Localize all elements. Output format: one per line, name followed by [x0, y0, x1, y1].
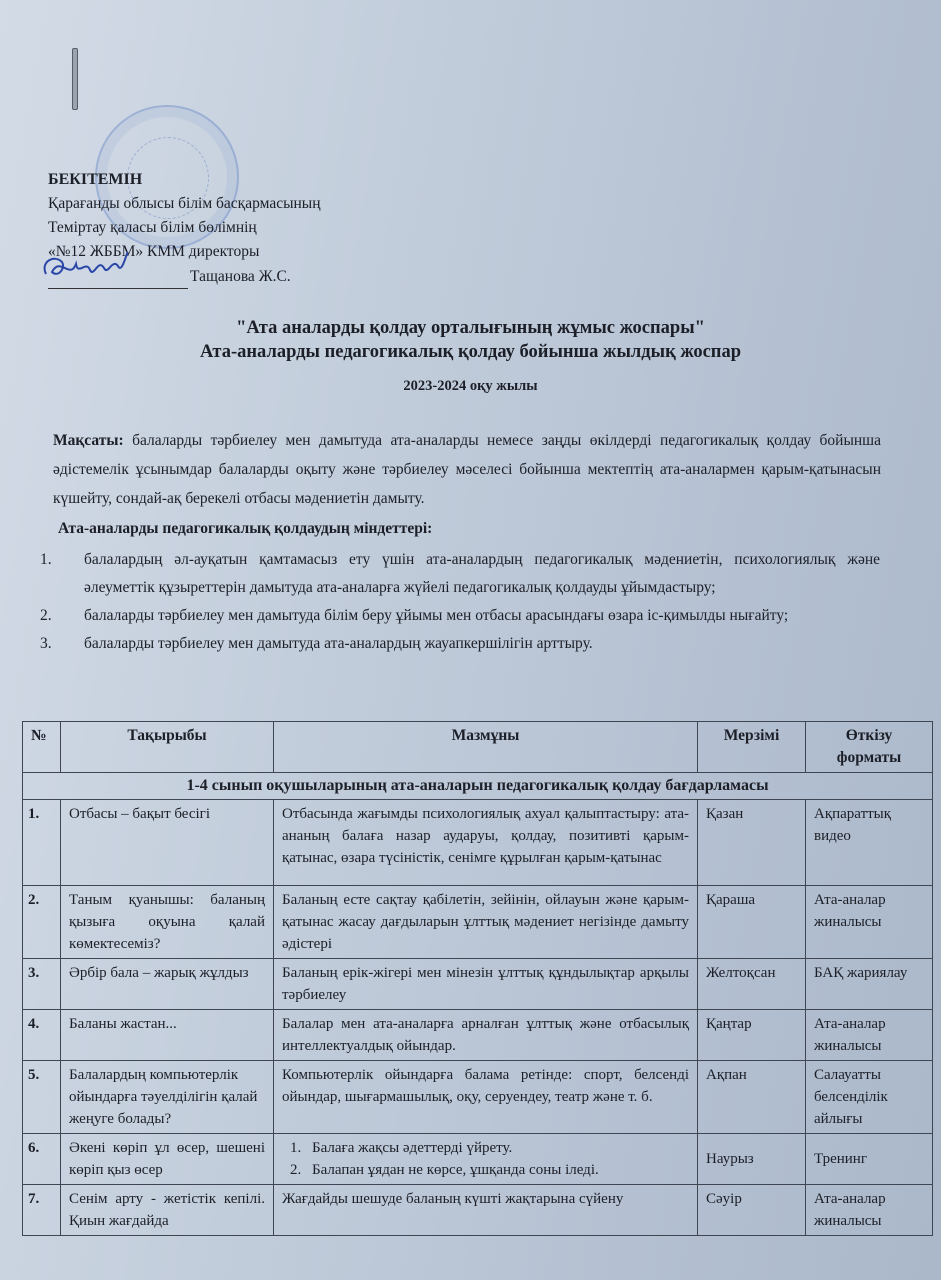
row-num: 5. [23, 1061, 61, 1134]
section-row [23, 773, 933, 800]
header-content: Мазмұны [274, 722, 698, 773]
row-topic: Әкені көріп ұл өсер, шешені көріп қыз өсер [61, 1134, 274, 1185]
row-format: Тренинг [806, 1134, 933, 1185]
row-num: 2. [23, 886, 61, 959]
sublist-number: 1. [290, 1140, 302, 1156]
table-row [23, 959, 933, 1010]
academic-year: 2023-2024 оқу жылы [403, 378, 538, 394]
row-date: Наурыз [698, 1134, 806, 1185]
row-topic: Сенім арту - жетістік кепілі. Қиын жағдайда [61, 1185, 274, 1236]
row-date: Қараша [698, 886, 806, 959]
row-content: Балалар мен ата-аналарға арналған ұлттық және отбасылық интеллектуалдық ойындар. [274, 1010, 698, 1061]
row-num: 1. [23, 800, 61, 886]
signature [48, 264, 188, 289]
row-num: 6. [23, 1134, 61, 1185]
header-format: Өткізу форматы [806, 722, 933, 773]
tasks-heading: Ата-аналарды педагогикалық қолдаудың міндеттері: [58, 520, 433, 537]
binder-mark [72, 48, 78, 110]
task-number: 3. [40, 635, 52, 652]
task-item [30, 546, 880, 602]
row-format: Ата-аналар жиналысы [806, 1185, 933, 1236]
sub-title: Ата-аналарды педагогикалық қолдау бойынша жылдық жоспар [199, 342, 741, 362]
task-number: 1. [40, 551, 52, 568]
row-content: Жағдайды шешуде баланың күшті жақтарына сүйену [274, 1185, 698, 1236]
row-topic: Баланы жастан... [61, 1010, 274, 1061]
signatory-name: Тащанова Ж.С. [190, 268, 291, 285]
row-topic: Таным қуанышы: баланың қызыға оқуына қалай көмектесеміз? [61, 886, 274, 959]
row-date: Қазан [698, 800, 806, 886]
table-row [23, 886, 933, 959]
row-content: Компьютерлік ойындарға балама ретінде: спорт, белсенді ойындар, шығармашылық, оқу, серуендеу, театр және т. б. [274, 1061, 698, 1134]
tasks-list [30, 546, 880, 658]
header-topic: Тақырыбы [61, 722, 274, 773]
row-num: 4. [23, 1010, 61, 1061]
task-text: балалардың әл-ауқатын қамтамасыз ету үшін ата-аналардың педагогикалық мәдениетін, психологиялық және әлеуметтік құзыреттерін дамытуда ата-аналарға жүйелі педагогикалық қолдауды ұйымдастыру; [84, 551, 880, 596]
task-item [30, 602, 880, 630]
main-title: "Ата аналарды қолдау орталығының жұмыс жоспары" [236, 318, 705, 338]
approval-line-3: «№12 ЖББМ» КММ директоры [48, 243, 260, 260]
approval-heading: БЕКІТЕМІН [48, 171, 143, 188]
sublist-number: 2. [290, 1162, 302, 1178]
table-row [23, 1061, 933, 1134]
approval-line-1: Қарағанды облысы білім басқармасының [48, 195, 321, 212]
row-topic: Отбасы – бақыт бесігі [61, 800, 274, 886]
goal-paragraph [53, 426, 881, 513]
header-date: Мерзімі [698, 722, 806, 773]
task-text: балаларды тәрбиелеу мен дамытуда білім беру ұйымы мен отбасы арасындағы өзара іс-қимылды нығайту; [84, 607, 789, 624]
task-number: 2. [40, 607, 52, 624]
goal-label: Мақсаты: [53, 432, 124, 449]
table-row [23, 1134, 933, 1185]
task-text: балаларды тәрбиелеу мен дамытуда ата-аналардың жауапкершілігін арттыру. [84, 635, 593, 652]
signature-icon [40, 250, 150, 286]
row-format: Ата-аналар жиналысы [806, 1010, 933, 1061]
row-date: Ақпан [698, 1061, 806, 1134]
approval-line-2: Теміртау қаласы білім бөлімнің [48, 219, 257, 236]
row-num: 3. [23, 959, 61, 1010]
table-header-row [23, 722, 933, 773]
sublist-text: Балапан ұядан не көрсе, ұшқанда соны іледі. [312, 1162, 599, 1178]
section-title: 1-4 сынып оқушыларының ата-аналарын педагогикалық қолдау бағдарламасы [23, 773, 933, 800]
row-num: 7. [23, 1185, 61, 1236]
task-item [30, 630, 880, 658]
row-topic: Балалардың компьютерлік ойындарға тәуелділігін қалай жеңуге болады? [61, 1061, 274, 1134]
sublist-item [282, 1137, 689, 1159]
row-format: Салауатты белсенділік айлығы [806, 1061, 933, 1134]
row-content: Баланың есте сақтау қабілетін, зейінін, ойлауын және қарым-қатынас жасау дағдыларын ұлттық мәдениет негізінде дамыту әдістері [274, 886, 698, 959]
plan-table [22, 721, 933, 1236]
approval-block [48, 168, 321, 289]
row-format: БАҚ жариялау [806, 959, 933, 1010]
content-sublist [282, 1137, 689, 1181]
row-topic: Әрбір бала – жарық жұлдыз [61, 959, 274, 1010]
table-row [23, 1185, 933, 1236]
row-content: Баланың ерік-жігері мен мінезін ұлттық құндылықтар арқылы тәрбиелеу [274, 959, 698, 1010]
row-content [274, 1134, 698, 1185]
table-row [23, 800, 933, 886]
sublist-text: Балаға жақсы әдеттерді үйрету. [312, 1140, 513, 1156]
table-row [23, 1010, 933, 1061]
row-date: Сәуір [698, 1185, 806, 1236]
signature-line [48, 264, 321, 289]
row-date: Қаңтар [698, 1010, 806, 1061]
row-format: Ақпараттық видео [806, 800, 933, 886]
header-num: № [23, 722, 61, 773]
row-date: Желтоқсан [698, 959, 806, 1010]
sublist-item [282, 1159, 689, 1181]
row-content: Отбасында жағымды психологиялық ахуал қалыптастыру: ата-ананың балаға назар аударуы, қолдау, позитивті қарым-қатынас, өзара түсіністік, сенімге құрылған қарым-қатынас [274, 800, 698, 886]
document-titles [0, 316, 941, 396]
goal-text: балаларды тәрбиелеу мен дамытуда ата-аналарды немесе заңды өкілдерді педагогикалық қолдау бойынша әдістемелік ұсынымдар балаларды оқыту және тәрбиелеу мәселесі бойынша мектептің ата-аналармен қарым-қатынасын күшейту, сондай-ақ берекелі отбасы мәдениетін дамыту. [53, 432, 881, 507]
row-format: Ата-аналар жиналысы [806, 886, 933, 959]
